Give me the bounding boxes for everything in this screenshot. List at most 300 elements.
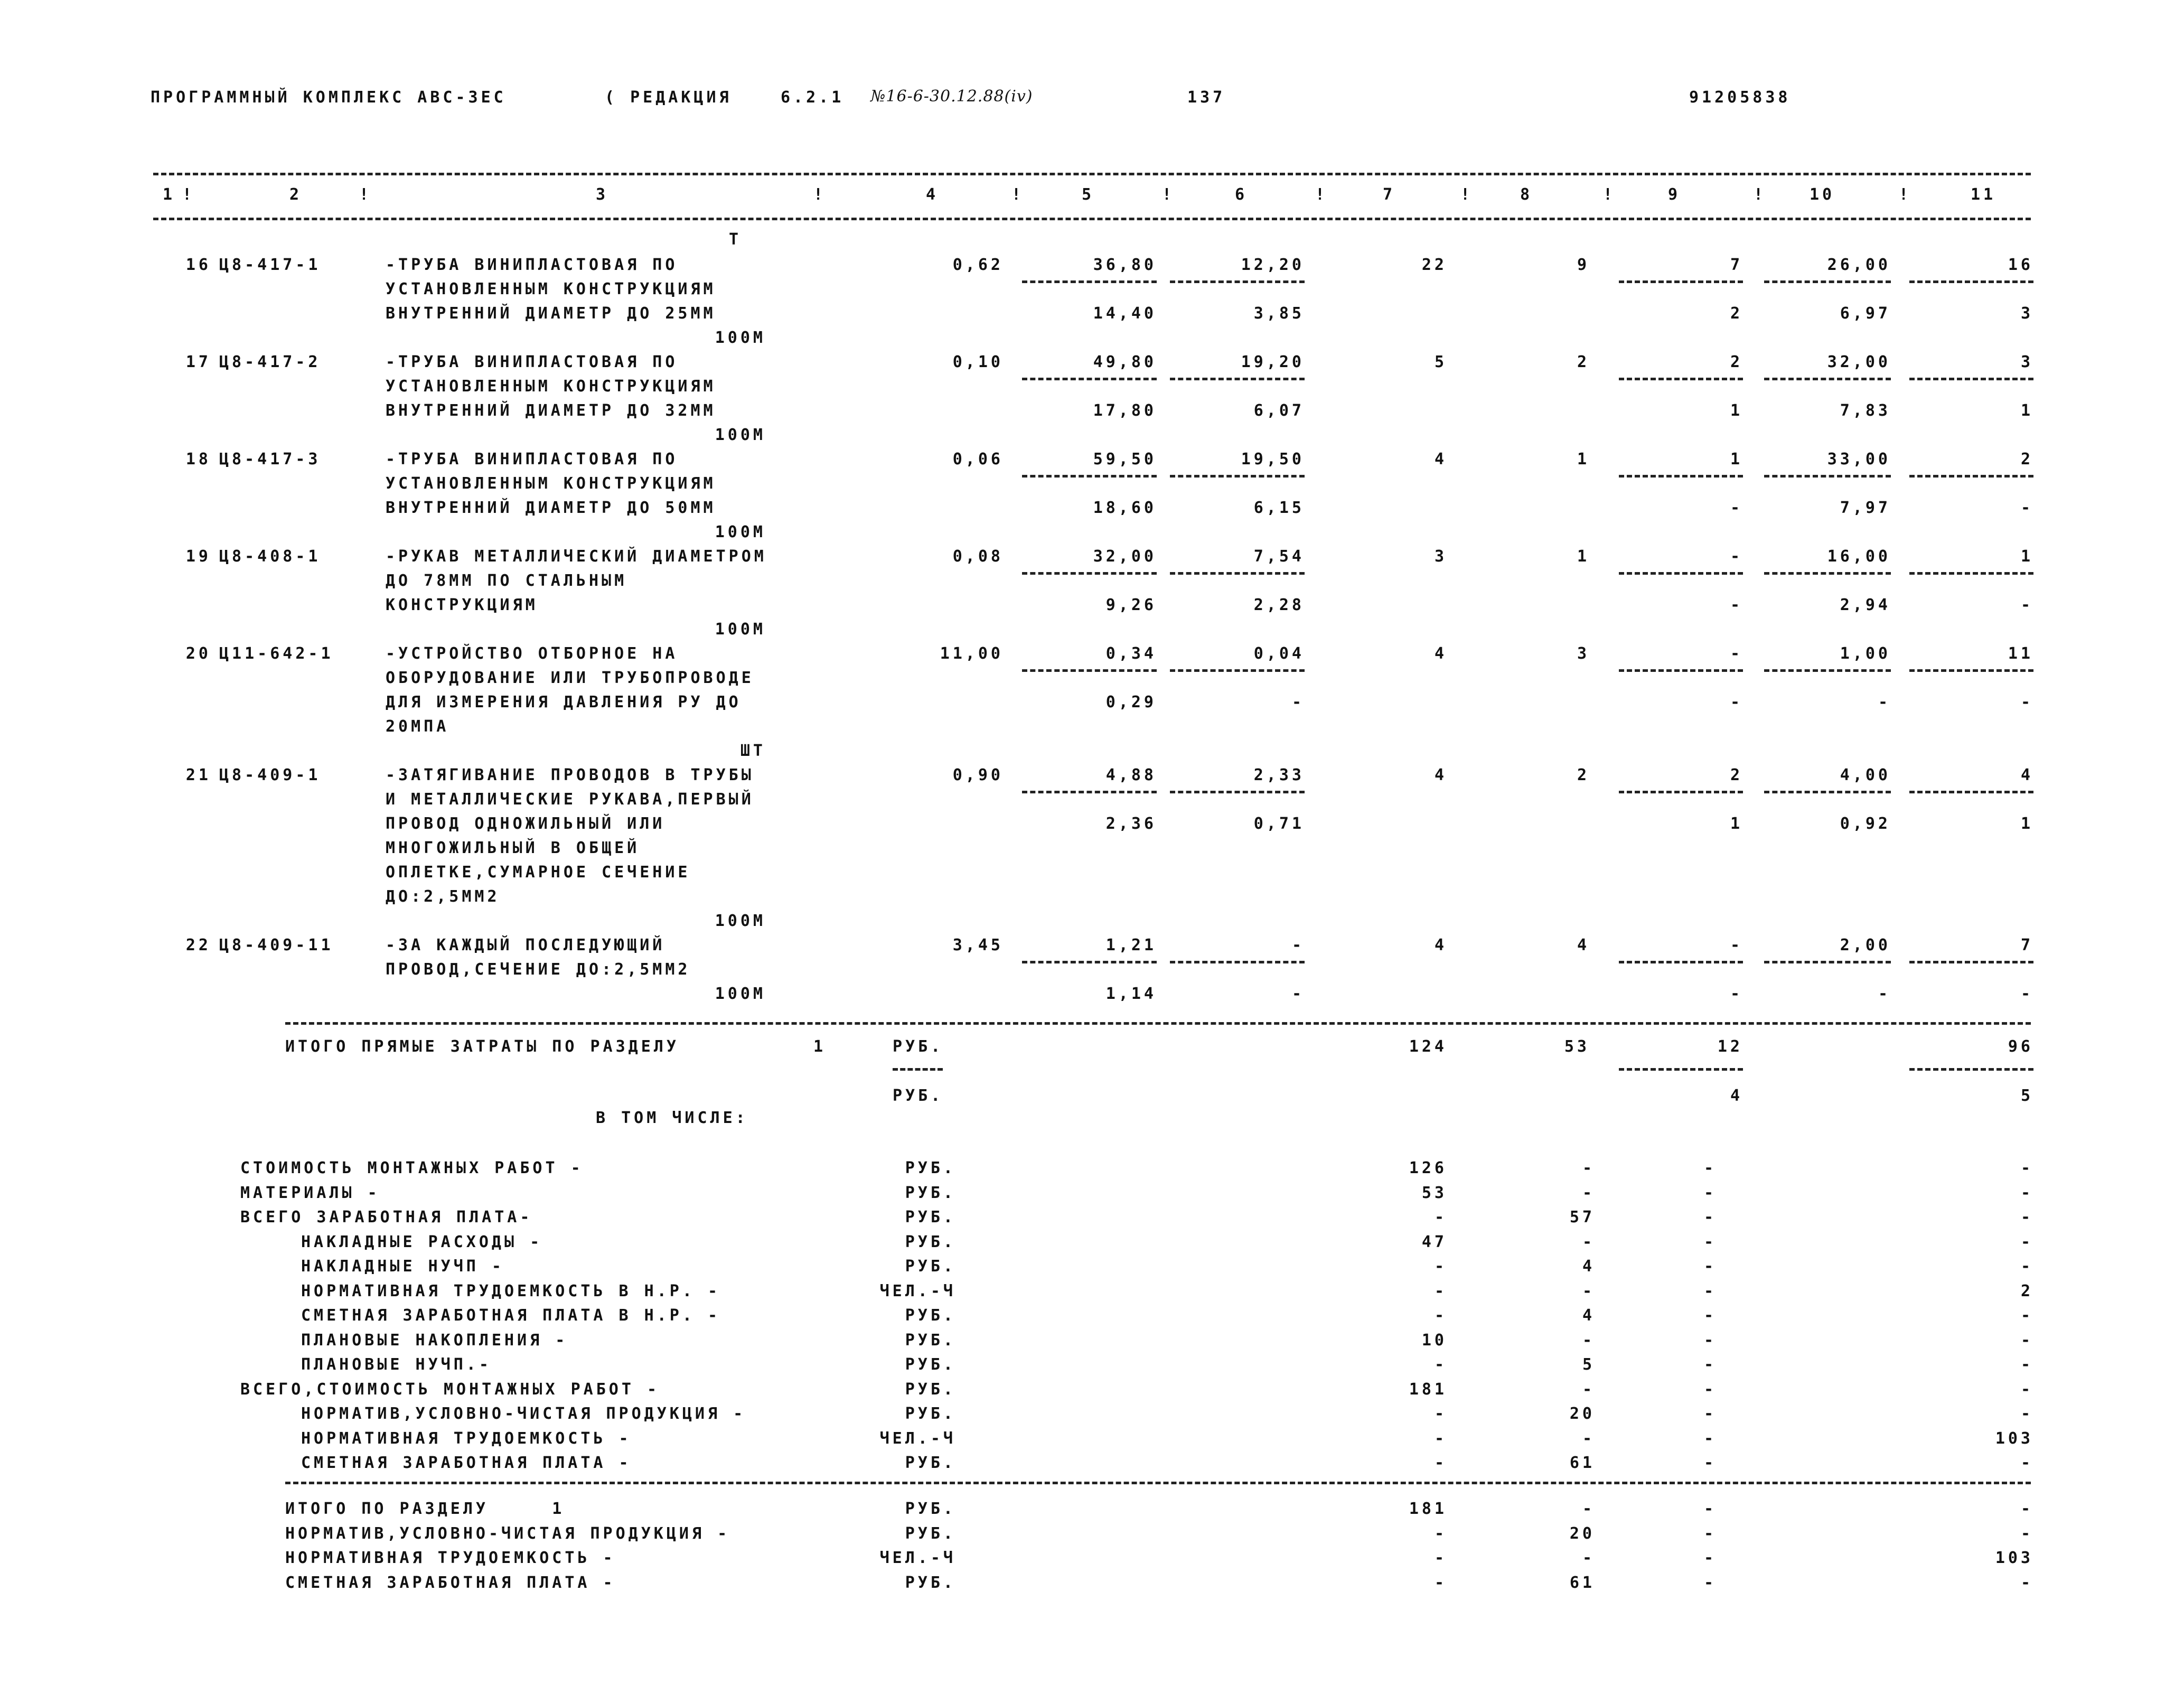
row-number: 20 bbox=[185, 644, 211, 663]
row-col11-wage: 1 bbox=[2020, 401, 2033, 420]
final-col8: 61 bbox=[1569, 1573, 1595, 1592]
breakdown-col9: - bbox=[1703, 1306, 1717, 1325]
final-col9: - bbox=[1703, 1573, 1717, 1592]
row-col10-dash bbox=[1764, 572, 1891, 575]
breakdown-col9: - bbox=[1703, 1159, 1717, 1177]
row-col11-wage: 3 bbox=[2020, 304, 2033, 323]
breakdown-col11: 2 bbox=[2020, 1281, 2033, 1300]
breakdown-col8: - bbox=[1582, 1281, 1595, 1300]
breakdown-col7: - bbox=[1434, 1281, 1447, 1300]
row-description: 20МПА bbox=[386, 717, 449, 736]
header-rule-bottom bbox=[153, 218, 2031, 220]
row-description: МНОГОЖИЛЬНЫЙ В ОБЩЕЙ bbox=[386, 839, 640, 857]
breakdown-col9: - bbox=[1703, 1331, 1717, 1350]
row-col5-wage: 2,36 bbox=[1105, 815, 1157, 833]
v-tom-chisle: В ТОМ ЧИСЛЕ: bbox=[596, 1109, 748, 1127]
row-col5-total: 36,80 bbox=[1093, 256, 1157, 274]
column-header-4: 4 bbox=[925, 185, 939, 204]
row-unit: 100М bbox=[715, 985, 766, 1003]
column-separator: ! bbox=[1754, 185, 1767, 204]
row-col9-dash bbox=[1619, 669, 1743, 672]
breakdown-unit: РУБ. bbox=[905, 1306, 956, 1325]
breakdown-col11: - bbox=[2020, 1306, 2033, 1325]
column-separator: ! bbox=[1011, 185, 1025, 204]
row-description: -ТРУБА ВИНИПЛАСТОВАЯ ПО bbox=[386, 450, 678, 469]
final-col8: - bbox=[1582, 1549, 1595, 1567]
row-description: УСТАНОВЛЕННЫМ КОНСТРУКЦИЯМ bbox=[386, 474, 716, 493]
row-col9-wage: 1 bbox=[1730, 401, 1743, 420]
breakdown-label: НАКЛАДНЫЕ НУЧП - bbox=[301, 1257, 504, 1276]
row-col11-total: 11 bbox=[2008, 644, 2033, 663]
column-separator: ! bbox=[1460, 185, 1474, 204]
breakdown-unit: РУБ. bbox=[905, 1454, 956, 1472]
row-col10-total: 32,00 bbox=[1827, 353, 1891, 371]
breakdown-col8: - bbox=[1582, 1159, 1595, 1177]
section-col9-dash bbox=[1619, 1068, 1743, 1071]
row-col8: 1 bbox=[1577, 547, 1590, 566]
final-col11: - bbox=[2020, 1573, 2033, 1592]
breakdown-label: НОРМАТИВНАЯ ТРУДОЕМКОСТЬ В Н.Р. - bbox=[301, 1281, 721, 1300]
final-rule bbox=[285, 1482, 2031, 1484]
row-col11-wage: 1 bbox=[2020, 815, 2033, 833]
row-col5-dash bbox=[1022, 791, 1157, 793]
row-col10-total: 1,00 bbox=[1840, 644, 1891, 663]
breakdown-label: МАТЕРИАЛЫ - bbox=[240, 1183, 380, 1202]
row-unit: 100М bbox=[715, 523, 766, 541]
breakdown-col8: 4 bbox=[1582, 1257, 1595, 1276]
breakdown-col11: - bbox=[2020, 1232, 2033, 1251]
final-col9: - bbox=[1703, 1549, 1717, 1567]
breakdown-unit: РУБ. bbox=[905, 1183, 956, 1202]
row-col10-wage: - bbox=[1878, 985, 1891, 1003]
final-unit: РУБ. bbox=[905, 1500, 956, 1518]
row-description: ВНУТРЕННИЙ ДИАМЕТР ДО 32ММ bbox=[386, 401, 716, 420]
breakdown-col7: - bbox=[1434, 1355, 1447, 1374]
row-col8: 2 bbox=[1577, 353, 1590, 371]
final-unit: ЧЕЛ.-Ч bbox=[879, 1549, 956, 1567]
row-col8: 9 bbox=[1577, 256, 1590, 274]
row-col5-wage: 17,80 bbox=[1093, 401, 1157, 420]
row-col5-dash bbox=[1022, 572, 1157, 575]
row-col9-dash bbox=[1619, 791, 1743, 793]
row-col9-wage: 2 bbox=[1730, 304, 1743, 323]
row-col5-total: 4,88 bbox=[1105, 766, 1157, 784]
row-col10-dash bbox=[1764, 280, 1891, 283]
row-code: Ц8-408-1 bbox=[219, 547, 321, 566]
breakdown-col7: - bbox=[1434, 1208, 1447, 1227]
row-col10-wage: 7,97 bbox=[1840, 499, 1891, 517]
breakdown-label: СМЕТНАЯ ЗАРАБОТНАЯ ПЛАТА В Н.Р. - bbox=[301, 1306, 721, 1325]
column-header-10: 10 bbox=[1809, 185, 1835, 204]
final-col11: - bbox=[2020, 1524, 2033, 1543]
row-description: -ТРУБА ВИНИПЛАСТОВАЯ ПО bbox=[386, 353, 678, 371]
row-col6-dash bbox=[1170, 378, 1305, 380]
row-description: ДЛЯ ИЗМЕРЕНИЯ ДАВЛЕНИЯ РУ ДО bbox=[386, 693, 742, 712]
final-col11: 103 bbox=[1995, 1549, 2033, 1567]
row-description: -ТРУБА ВИНИПЛАСТОВАЯ ПО bbox=[386, 256, 678, 274]
row-col10-total: 33,00 bbox=[1827, 450, 1891, 469]
final-unit: РУБ. bbox=[905, 1524, 956, 1543]
section-number: 1 bbox=[813, 1037, 827, 1056]
row-code: Ц8-417-2 bbox=[219, 353, 321, 371]
row-col6-dash bbox=[1170, 961, 1305, 963]
final-col9: - bbox=[1703, 1524, 1717, 1543]
section-col11-dash bbox=[1909, 1068, 2033, 1071]
row-description: -УСТРОЙСТВО ОТБОРНОЕ НА bbox=[386, 644, 678, 663]
row-col7: 4 bbox=[1434, 766, 1447, 784]
breakdown-unit: РУБ. bbox=[905, 1208, 956, 1227]
row-col10-dash bbox=[1764, 791, 1891, 793]
column-header-2: 2 bbox=[289, 185, 303, 204]
final-col8: - bbox=[1582, 1500, 1595, 1518]
breakdown-col11: 103 bbox=[1995, 1429, 2033, 1448]
breakdown-col9: - bbox=[1703, 1183, 1717, 1202]
section-col9-wage: 4 bbox=[1730, 1087, 1743, 1105]
breakdown-label: ВСЕГО,СТОИМОСТЬ МОНТАЖНЫХ РАБОТ - bbox=[240, 1380, 660, 1399]
row-col6-wage: - bbox=[1291, 693, 1305, 712]
row-col5-total: 59,50 bbox=[1093, 450, 1157, 469]
row-col11-dash bbox=[1909, 791, 2033, 793]
column-header-5: 5 bbox=[1081, 185, 1095, 204]
row-col11-dash bbox=[1909, 378, 2033, 380]
row-quantity: 11,00 bbox=[940, 644, 1004, 663]
section-total-unit: РУБ. bbox=[893, 1087, 944, 1105]
breakdown-unit: РУБ. bbox=[905, 1405, 956, 1423]
row-col5-wage: 0,29 bbox=[1105, 693, 1157, 712]
breakdown-label: НОРМАТИВ,УСЛОВНО-ЧИСТАЯ ПРОДУКЦИЯ - bbox=[301, 1405, 746, 1423]
column-separator: ! bbox=[1603, 185, 1616, 204]
row-number: 21 bbox=[185, 766, 211, 784]
row-col11-wage: - bbox=[2020, 596, 2033, 614]
row-col7: 4 bbox=[1434, 644, 1447, 663]
row-col9-total: - bbox=[1730, 936, 1743, 954]
breakdown-unit: РУБ. bbox=[905, 1257, 956, 1276]
breakdown-col11: - bbox=[2020, 1257, 2033, 1276]
row-description: -РУКАВ МЕТАЛЛИЧЕСКИЙ ДИАМЕТРОМ bbox=[386, 547, 767, 566]
row-col11-dash bbox=[1909, 669, 2033, 672]
row-description: УСТАНОВЛЕННЫМ КОНСТРУКЦИЯМ bbox=[386, 280, 716, 298]
row-col11-dash bbox=[1909, 280, 2033, 283]
row-number: 22 bbox=[185, 936, 211, 954]
row-col5-total: 49,80 bbox=[1093, 353, 1157, 371]
final-label: СМЕТНАЯ ЗАРАБОТНАЯ ПЛАТА - bbox=[285, 1573, 616, 1592]
document-code: 91205838 bbox=[1689, 88, 1791, 107]
row-col11-wage: - bbox=[2020, 499, 2033, 517]
final-unit: РУБ. bbox=[905, 1573, 956, 1592]
breakdown-col11: - bbox=[2020, 1405, 2033, 1423]
row-number: 16 bbox=[185, 256, 211, 274]
row-col11-total: 1 bbox=[2020, 547, 2033, 566]
row-col9-dash bbox=[1619, 280, 1743, 283]
row-description: ВНУТРЕННИЙ ДИАМЕТР ДО 25ММ bbox=[386, 304, 716, 323]
row-col8: 4 bbox=[1577, 936, 1590, 954]
breakdown-label: НОРМАТИВНАЯ ТРУДОЕМКОСТЬ - bbox=[301, 1429, 632, 1448]
final-label: НОРМАТИВНАЯ ТРУДОЕМКОСТЬ - bbox=[285, 1549, 616, 1567]
row-quantity: 3,45 bbox=[952, 936, 1004, 954]
breakdown-unit: РУБ. bbox=[905, 1331, 956, 1350]
breakdown-col9: - bbox=[1703, 1380, 1717, 1399]
header-rule-top bbox=[153, 173, 2031, 175]
row-description: ПРОВОД ОДНОЖИЛЬНЫЙ ИЛИ bbox=[386, 815, 665, 833]
row-col6-wage: 6,15 bbox=[1253, 499, 1305, 517]
final-col7: 181 bbox=[1409, 1500, 1447, 1518]
column-separator: ! bbox=[359, 185, 372, 204]
row-col9-dash bbox=[1619, 961, 1743, 963]
row-col8: 1 bbox=[1577, 450, 1590, 469]
row-description: ДО:2,5ММ2 bbox=[386, 887, 500, 906]
row-quantity: 0,62 bbox=[952, 256, 1004, 274]
row-col10-total: 26,00 bbox=[1827, 256, 1891, 274]
row-col11-total: 4 bbox=[2020, 766, 2033, 784]
row-col8: 2 bbox=[1577, 766, 1590, 784]
row-quantity: 0,90 bbox=[952, 766, 1004, 784]
row-number: 18 bbox=[185, 450, 211, 469]
column-separator: ! bbox=[813, 185, 827, 204]
page-number: 137 bbox=[1187, 88, 1226, 107]
row-col5-wage: 1,14 bbox=[1105, 985, 1157, 1003]
breakdown-label: НАКЛАДНЫЕ РАСХОДЫ - bbox=[301, 1232, 543, 1251]
section-rule bbox=[285, 1022, 2031, 1025]
section-col7: 124 bbox=[1409, 1037, 1447, 1056]
breakdown-label: ВСЕГО ЗАРАБОТНАЯ ПЛАТА- bbox=[240, 1208, 533, 1227]
column-separator: ! bbox=[1162, 185, 1175, 204]
breakdown-col7: 181 bbox=[1409, 1380, 1447, 1399]
breakdown-col8: - bbox=[1582, 1331, 1595, 1350]
breakdown-col9: - bbox=[1703, 1355, 1717, 1374]
version-number: 6.2.1 bbox=[781, 88, 845, 107]
row-col10-wage: 6,97 bbox=[1840, 304, 1891, 323]
row-code: Ц11-642-1 bbox=[219, 644, 334, 663]
breakdown-col7: 47 bbox=[1421, 1232, 1447, 1251]
row-col5-wage: 9,26 bbox=[1105, 596, 1157, 614]
row-col6-wage: - bbox=[1291, 985, 1305, 1003]
row-code: Ц8-417-1 bbox=[219, 256, 321, 274]
row-col9-dash bbox=[1619, 572, 1743, 575]
row-unit: 100М bbox=[715, 912, 766, 930]
breakdown-col9: - bbox=[1703, 1429, 1717, 1448]
row-unit: ШТ bbox=[740, 742, 766, 760]
row-col6-total: 19,20 bbox=[1241, 353, 1305, 371]
row-col11-total: 2 bbox=[2020, 450, 2033, 469]
row-description: -ЗА КАЖДЫЙ ПОСЛЕДУЮЩИЙ bbox=[386, 936, 665, 954]
row-quantity: 0,06 bbox=[952, 450, 1004, 469]
row-col8: 3 bbox=[1577, 644, 1590, 663]
row-col5-dash bbox=[1022, 961, 1157, 963]
row-col9-wage: - bbox=[1730, 499, 1743, 517]
final-col8: 20 bbox=[1569, 1524, 1595, 1543]
row-col7: 3 bbox=[1434, 547, 1447, 566]
breakdown-unit: РУБ. bbox=[905, 1232, 956, 1251]
breakdown-col8: 5 bbox=[1582, 1355, 1595, 1374]
breakdown-col8: 20 bbox=[1569, 1405, 1595, 1423]
row-col10-wage: 2,94 bbox=[1840, 596, 1891, 614]
row-col9-total: - bbox=[1730, 644, 1743, 663]
final-col7: - bbox=[1434, 1573, 1447, 1592]
section-unit-dash bbox=[893, 1068, 943, 1071]
breakdown-col9: - bbox=[1703, 1208, 1717, 1227]
row-description: ВНУТРЕННИЙ ДИАМЕТР ДО 50ММ bbox=[386, 499, 716, 517]
section-col8: 53 bbox=[1564, 1037, 1590, 1056]
breakdown-col9: - bbox=[1703, 1454, 1717, 1472]
column-separator: ! bbox=[182, 185, 195, 204]
row-col7: 4 bbox=[1434, 450, 1447, 469]
final-label: ИТОГО ПО РАЗДЕЛУ 1 bbox=[285, 1500, 565, 1518]
row-col6-total: 0,04 bbox=[1253, 644, 1305, 663]
row-description: ОБОРУДОВАНИЕ ИЛИ ТРУБОПРОВОДЕ bbox=[386, 669, 754, 687]
row-code: Ц8-409-11 bbox=[219, 936, 334, 954]
row-col10-wage: - bbox=[1878, 693, 1891, 712]
row-col6-total: 12,20 bbox=[1241, 256, 1305, 274]
breakdown-col11: - bbox=[2020, 1208, 2033, 1227]
row-description: ДО 78ММ ПО СТАЛЬНЫМ bbox=[386, 572, 627, 590]
breakdown-col8: - bbox=[1582, 1380, 1595, 1399]
row-col6-wage: 6,07 bbox=[1253, 401, 1305, 420]
handwritten-note: №16-6-30.12.88(iv) bbox=[870, 87, 1033, 106]
row-col11-wage: - bbox=[2020, 985, 2033, 1003]
row-col11-total: 3 bbox=[2020, 353, 2033, 371]
row-col7: 4 bbox=[1434, 936, 1447, 954]
row-col6-wage: 3,85 bbox=[1253, 304, 1305, 323]
row-col11-dash bbox=[1909, 572, 2033, 575]
row-col5-dash bbox=[1022, 280, 1157, 283]
column-separator: ! bbox=[1899, 185, 1912, 204]
breakdown-col7: - bbox=[1434, 1454, 1447, 1472]
row-col6-dash bbox=[1170, 280, 1305, 283]
row-unit: 100М bbox=[715, 329, 766, 347]
breakdown-label: СТОИМОСТЬ МОНТАЖНЫХ РАБОТ - bbox=[240, 1159, 584, 1177]
row-code: Ц8-409-1 bbox=[219, 766, 321, 784]
column-header-9: 9 bbox=[1667, 185, 1681, 204]
row-col9-wage: - bbox=[1730, 693, 1743, 712]
breakdown-unit: РУБ. bbox=[905, 1380, 956, 1399]
column-header-8: 8 bbox=[1520, 185, 1533, 204]
row-col9-total: 2 bbox=[1730, 353, 1743, 371]
row-description: И МЕТАЛЛИЧЕСКИЕ РУКАВА,ПЕРВЫЙ bbox=[386, 790, 754, 809]
row-col10-dash bbox=[1764, 669, 1891, 672]
edition-label: ( РЕДАКЦИЯ bbox=[605, 88, 732, 107]
final-col7: - bbox=[1434, 1549, 1447, 1567]
row-unit: 100М bbox=[715, 620, 766, 639]
row-col10-dash bbox=[1764, 378, 1891, 380]
row-number: 19 bbox=[185, 547, 211, 566]
section-total-unit: РУБ. bbox=[893, 1037, 944, 1056]
row-unit: 100М bbox=[715, 426, 766, 444]
row-col7: 22 bbox=[1421, 256, 1447, 274]
row-col10-dash bbox=[1764, 961, 1891, 963]
section-col9: 12 bbox=[1717, 1037, 1743, 1056]
breakdown-col7: 10 bbox=[1421, 1331, 1447, 1350]
row-col5-wage: 18,60 bbox=[1093, 499, 1157, 517]
row-col11-dash bbox=[1909, 475, 2033, 478]
row-description: -ЗАТЯГИВАНИЕ ПРОВОДОВ В ТРУБЫ bbox=[386, 766, 754, 784]
final-col9: - bbox=[1703, 1500, 1717, 1518]
breakdown-col11: - bbox=[2020, 1454, 2033, 1472]
row-col9-wage: - bbox=[1730, 985, 1743, 1003]
row-col9-wage: - bbox=[1730, 596, 1743, 614]
row-col6-dash bbox=[1170, 572, 1305, 575]
column-header-1: 1 bbox=[162, 185, 176, 204]
breakdown-unit: ЧЕЛ.-Ч bbox=[879, 1429, 956, 1448]
breakdown-label: ПЛАНОВЫЕ НАКОПЛЕНИЯ - bbox=[301, 1331, 568, 1350]
row-col6-total: - bbox=[1291, 936, 1305, 954]
breakdown-col8: 61 bbox=[1569, 1454, 1595, 1472]
column-header-3: 3 bbox=[595, 185, 609, 204]
row-col9-total: 1 bbox=[1730, 450, 1743, 469]
row-col11-wage: - bbox=[2020, 693, 2033, 712]
program-title: ПРОГРАММНЫЙ КОМПЛЕКС АВС-ЗЕС bbox=[151, 88, 507, 107]
breakdown-col11: - bbox=[2020, 1380, 2033, 1399]
row-col5-total: 32,00 bbox=[1093, 547, 1157, 566]
breakdown-col11: - bbox=[2020, 1355, 2033, 1374]
row-col6-total: 2,33 bbox=[1253, 766, 1305, 784]
breakdown-col7: - bbox=[1434, 1429, 1447, 1448]
column-header-7: 7 bbox=[1382, 185, 1396, 204]
row-col11-total: 16 bbox=[2008, 256, 2033, 274]
row-col11-dash bbox=[1909, 961, 2033, 963]
breakdown-col11: - bbox=[2020, 1183, 2033, 1202]
breakdown-col9: - bbox=[1703, 1232, 1717, 1251]
breakdown-col8: - bbox=[1582, 1183, 1595, 1202]
row-col6-wage: 2,28 bbox=[1253, 596, 1305, 614]
row-col6-wage: 0,71 bbox=[1253, 815, 1305, 833]
row-col9-dash bbox=[1619, 378, 1743, 380]
breakdown-unit: РУБ. bbox=[905, 1159, 956, 1177]
row-col10-total: 4,00 bbox=[1840, 766, 1891, 784]
breakdown-col7: - bbox=[1434, 1257, 1447, 1276]
column-separator: ! bbox=[1315, 185, 1328, 204]
row-col6-total: 19,50 bbox=[1241, 450, 1305, 469]
breakdown-col8: - bbox=[1582, 1429, 1595, 1448]
row-col11-total: 7 bbox=[2020, 936, 2033, 954]
row-col9-total: - bbox=[1730, 547, 1743, 566]
final-col7: - bbox=[1434, 1524, 1447, 1543]
breakdown-col7: 126 bbox=[1409, 1159, 1447, 1177]
row-col6-dash bbox=[1170, 475, 1305, 478]
row-quantity: 0,08 bbox=[952, 547, 1004, 566]
row-col5-dash bbox=[1022, 669, 1157, 672]
breakdown-col8: 4 bbox=[1582, 1306, 1595, 1325]
column-header-11: 11 bbox=[1970, 185, 1996, 204]
breakdown-unit: ЧЕЛ.-Ч bbox=[879, 1281, 956, 1300]
row-col5-total: 0,34 bbox=[1105, 644, 1157, 663]
row-col5-dash bbox=[1022, 475, 1157, 478]
row-code: Ц8-417-3 bbox=[219, 450, 321, 469]
row-col10-dash bbox=[1764, 475, 1891, 478]
final-col11: - bbox=[2020, 1500, 2033, 1518]
row-col10-wage: 7,83 bbox=[1840, 401, 1891, 420]
breakdown-col9: - bbox=[1703, 1257, 1717, 1276]
section-col11: 96 bbox=[2008, 1037, 2033, 1056]
row-col9-total: 7 bbox=[1730, 256, 1743, 274]
section-total-label: ИТОГО ПРЯМЫЕ ЗАТРАТЫ ПО РАЗДЕЛУ bbox=[285, 1037, 679, 1056]
row-col10-total: 2,00 bbox=[1840, 936, 1891, 954]
breakdown-label: ПЛАНОВЫЕ НУЧП.- bbox=[301, 1355, 492, 1374]
row-col7: 5 bbox=[1434, 353, 1447, 371]
breakdown-col7: - bbox=[1434, 1306, 1447, 1325]
row-col6-dash bbox=[1170, 669, 1305, 672]
row-quantity: 0,10 bbox=[952, 353, 1004, 371]
row-col10-total: 16,00 bbox=[1827, 547, 1891, 566]
unit-top: Т bbox=[729, 230, 742, 249]
section-col11-wage: 5 bbox=[2020, 1087, 2033, 1105]
row-col10-wage: 0,92 bbox=[1840, 815, 1891, 833]
row-col6-dash bbox=[1170, 791, 1305, 793]
row-col5-dash bbox=[1022, 378, 1157, 380]
row-description: ОПЛЕТКЕ,СУМАРНОЕ СЕЧЕНИЕ bbox=[386, 863, 691, 882]
breakdown-col8: 57 bbox=[1569, 1208, 1595, 1227]
breakdown-label: СМЕТНАЯ ЗАРАБОТНАЯ ПЛАТА - bbox=[301, 1454, 632, 1472]
row-col6-total: 7,54 bbox=[1253, 547, 1305, 566]
